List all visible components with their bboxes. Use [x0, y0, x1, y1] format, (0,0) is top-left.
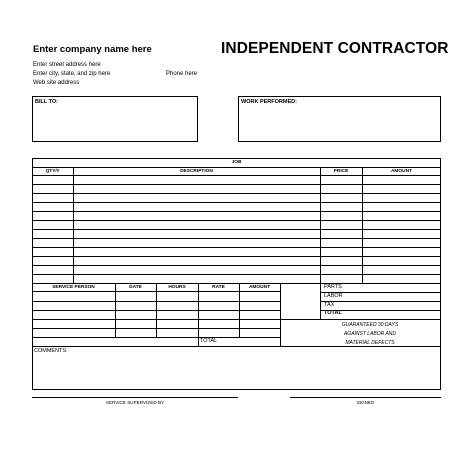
job-row-line	[32, 175, 441, 176]
summary-row-line	[320, 301, 441, 302]
tax-label: TAX	[324, 302, 335, 308]
service-row-line	[32, 291, 280, 292]
labor-label: LABOR	[324, 293, 343, 299]
job-row-line	[32, 229, 441, 230]
company-name: Enter company name here	[33, 44, 152, 55]
col-price: PRICE	[333, 169, 349, 174]
bill-to-box[interactable]	[32, 96, 198, 142]
service-row-line	[32, 328, 280, 329]
col-service-person: SERVICE PERSON	[52, 285, 95, 290]
street-address: Enter street address here	[33, 62, 101, 68]
guarantee-line-2: AGAINST LABOR AND	[343, 331, 397, 337]
job-row-line	[32, 274, 441, 275]
job-title: JOB	[231, 160, 242, 165]
service-row-line	[32, 301, 280, 302]
bill-to-label: BILL TO:	[35, 99, 59, 105]
guarantee-line-3: MATERIAL DEFECTS	[345, 340, 395, 346]
work-performed-label: WORK PERFORMED:	[241, 99, 297, 105]
service-col-divider	[280, 283, 281, 346]
comments-label: COMMENTS:	[34, 348, 68, 354]
col-description: DESCRIPTION	[180, 169, 213, 174]
work-performed-box[interactable]	[238, 96, 441, 142]
service-top-line	[32, 283, 441, 284]
col-rate: RATE	[212, 285, 225, 290]
col-hours: HOURS	[168, 285, 186, 290]
job-row-line	[32, 247, 441, 248]
web-address: Web site address	[33, 80, 80, 86]
summary-row-line	[280, 319, 441, 320]
service-row-line	[32, 337, 280, 338]
total-label: TOTAL	[324, 310, 342, 316]
phone: Phone here	[166, 71, 198, 77]
job-row-line	[32, 184, 441, 185]
supervised-label: SERVICE SUPERVISED BY	[105, 400, 165, 405]
service-row-line	[32, 319, 280, 320]
service-row-line	[32, 310, 280, 311]
signed-label: SIGNED	[356, 400, 375, 405]
service-total-label: TOTAL	[200, 338, 218, 344]
col-qty: QTY/#	[45, 169, 60, 174]
job-row-line	[32, 202, 441, 203]
col-date: DATE	[129, 285, 142, 290]
comments-area[interactable]	[33, 355, 440, 389]
job-row-line	[32, 211, 441, 212]
supervised-signature-line[interactable]	[32, 397, 238, 398]
job-row-line	[32, 193, 441, 194]
job-row-line	[32, 220, 441, 221]
job-row-line	[32, 265, 441, 266]
col-service-amount: AMOUNT	[248, 285, 271, 290]
comments-top-line	[32, 346, 441, 347]
col-amount: AMOUNT	[390, 169, 413, 174]
summary-row-line	[320, 292, 441, 293]
guarantee-line-1: GUARANTEED 30 DAYS	[341, 322, 399, 328]
document-title: INDEPENDENT CONTRACTOR	[221, 40, 449, 57]
job-row-line	[32, 256, 441, 257]
parts-label: PARTS	[324, 284, 342, 290]
city-state-zip: Enter city, state, and zip here	[33, 71, 111, 77]
summary-row-line	[320, 310, 441, 311]
signed-signature-line[interactable]	[290, 397, 441, 398]
service-total-divider	[198, 337, 199, 346]
job-row-line	[32, 238, 441, 239]
